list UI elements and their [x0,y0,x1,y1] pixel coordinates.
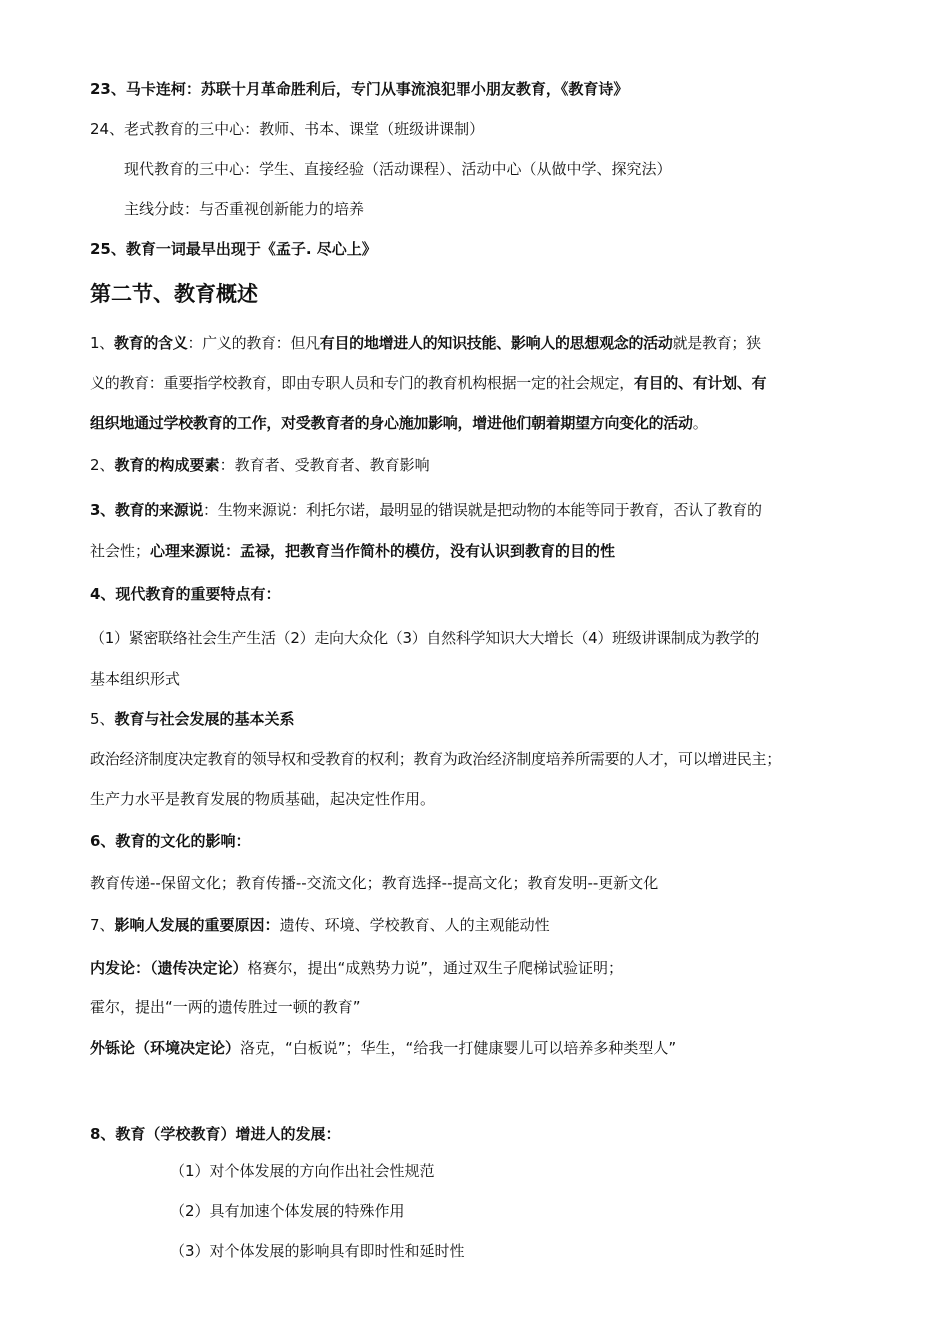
text-run: 25、教育一词最早出现于《孟子. 尽心上》 [90,240,377,258]
para-6-heading [90,831,250,851]
text-run: 。 [692,414,708,432]
text-run: 有目的、有计划、有 [633,374,767,392]
text-run: 现代教育的三中心：学生、直接经验（活动课程）、活动中心（从做中学、探究法） [124,160,672,178]
text-run: 教育传递--保留文化；教育传播--交流文化；教育选择--提高文化；教育发明--更新文化 [90,874,659,892]
text-run: 7、 [90,916,115,934]
text-run: 心理来源说：孟禄，把教育当作简朴的模仿，没有认识到教育的目的性 [150,542,616,560]
para-5-line-2 [90,789,435,809]
text-run: 义的教育：重要指学校教育，即由专职人员和专门的教育机构根据一定的社会规定， [90,374,634,392]
text-run: 1、 [90,334,114,352]
para-1-line-3 [90,413,707,433]
para-7-nativism [90,958,623,978]
text-run: ：教育者、受教育者、教育影响 [219,456,430,474]
text-run: （1）对个体发展的方向作出社会性规范 [170,1162,435,1180]
text-run: （2）具有加速个体发展的特殊作用 [170,1202,405,1220]
text-run: 6、教育的文化的影响： [90,832,251,850]
para-5-heading [90,709,295,729]
para-7 [90,915,550,935]
text-run: ：广义的教育：但凡 [187,334,320,352]
text-run: 教育的构成要素 [114,456,220,474]
para-3-line-2 [90,541,615,561]
text-run: 生产力水平是教育发展的物质基础，起决定性作用。 [90,790,436,808]
text-run: 4、现代教育的重要特点有： [90,585,281,603]
text-run: （3）对个体发展的影响具有即时性和延时性 [170,1242,465,1260]
para-8-item-3 [170,1241,465,1261]
para-8-item-2 [170,1201,405,1221]
para-4-line-1 [90,628,759,648]
text-run: 8、教育（学校教育）增进人的发展： [90,1125,341,1143]
line-25 [90,239,377,259]
section-heading [90,281,258,307]
para-1-line-2 [90,373,766,393]
para-2 [90,455,430,475]
text-run: 教育与社会发展的基本关系 [114,710,295,728]
text-run: 23、马卡连柯：苏联十月革命胜利后，专门从事流浪犯罪小朋友教育，《教育诗》 [90,80,629,98]
text-run: 内发论：（遗传决定论） [90,959,248,977]
para-4-line-2 [90,669,180,689]
para-7-hall [90,997,361,1017]
text-run: 基本组织形式 [90,670,181,688]
text-run: 3、教育的来源说 [90,501,204,519]
para-6-line-1 [90,873,658,893]
text-run: 5、 [90,710,115,728]
para-8-heading [90,1124,340,1144]
text-run: 有目的地增进人的知识技能、影响人的思想观念的活动 [319,334,673,352]
para-7-empiricism [90,1038,676,1058]
para-5-line-1 [90,749,781,769]
text-run: 遗传、环境、学校教育、人的主观能动性 [279,916,550,934]
line-24-divergence [124,199,364,219]
text-run: 组织地通过学校教育的工作，对受教育者的身心施加影响，增进他们朝着期望方向变化的活动 [90,414,693,432]
text-run: 2、 [90,456,115,474]
text-run: ：生物来源说：利托尔诺，最明显的错误就是把动物的本能等同于教育，否认了教育的 [203,501,762,519]
para-1-line-1 [90,333,761,353]
text-run: 就是教育；狭 [672,334,761,352]
para-8-item-1 [170,1161,435,1181]
text-run: 社会性； [90,542,151,560]
line-23 [90,79,628,99]
text-run: 外铄论（环境决定论） [90,1039,241,1057]
text-run: 格赛尔，提出“成熟势力说”，通过双生子爬梯试验证明； [247,959,624,977]
text-run: 第二节、教育概述 [90,282,258,306]
text-run: 影响人发展的重要原因： [114,916,280,934]
text-run: 洛克，“白板说”；华生，“给我一打健康婴儿可以培养多种类型人” [240,1039,677,1057]
para-4-heading [90,584,280,604]
para-3-line-1 [90,500,762,520]
line-24-modern [124,159,672,179]
text-run: 教育的含义 [113,334,188,352]
line-24 [90,119,484,139]
text-run: 霍尔，提出“一两的遗传胜过一顿的教育” [90,998,361,1016]
text-run: 24、老式教育的三中心：教师、书本、课堂（班级讲课制） [90,120,485,138]
text-run: 主线分歧：与否重视创新能力的培养 [124,200,365,218]
text-run: （1）紧密联络社会生产生活（2）走向大众化（3）自然科学知识大大增长（4）班级讲课制成为教学的 [90,629,760,647]
text-run: 政治经济制度决定教育的领导权和受教育的权利；教育为政治经济制度培养所需要的人才，可以增进民主； [90,750,781,768]
